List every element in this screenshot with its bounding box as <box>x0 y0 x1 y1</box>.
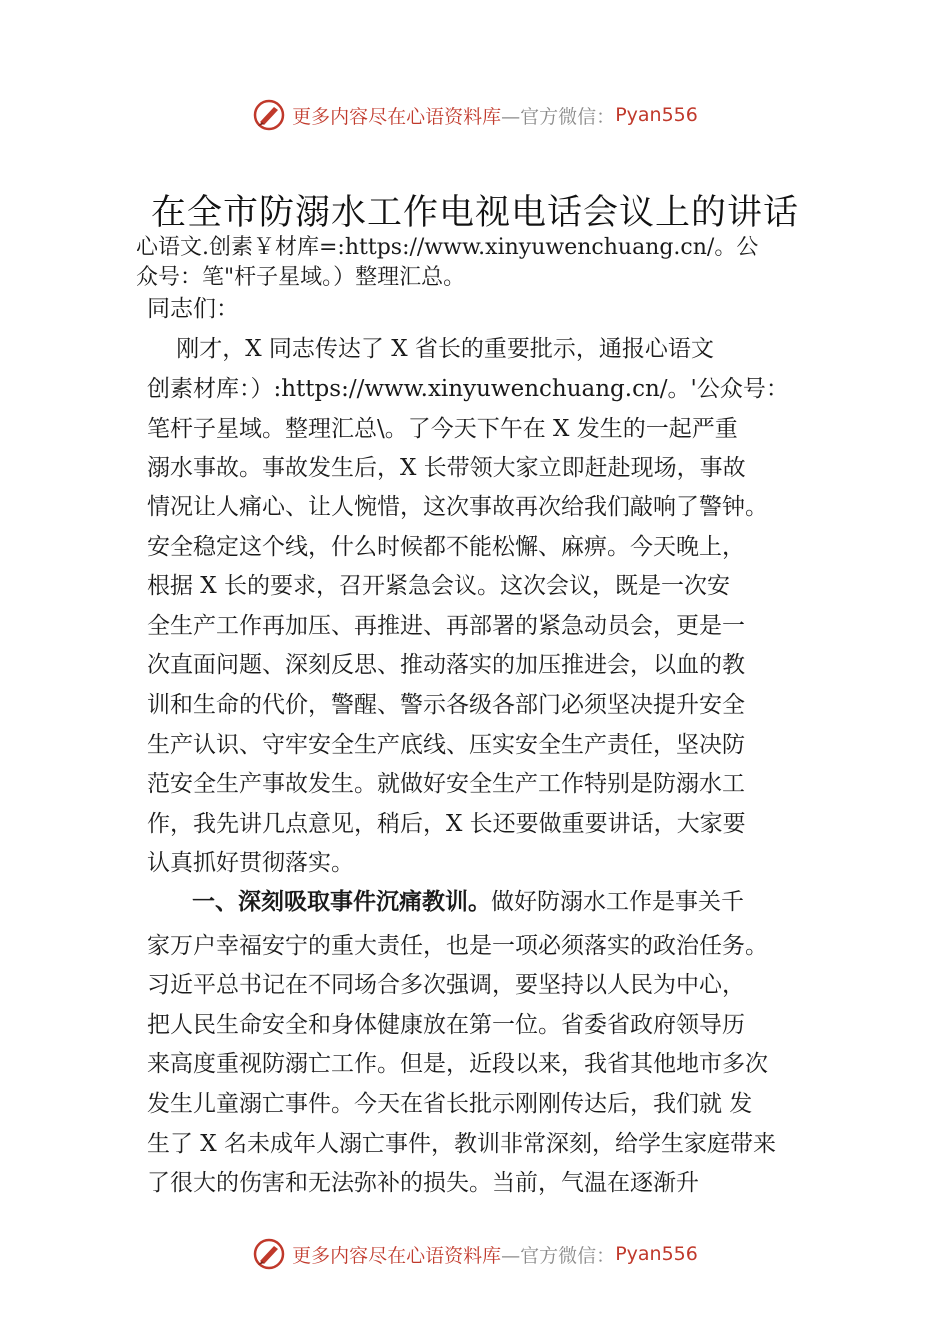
brush-logo-icon <box>252 98 286 132</box>
source-line: 心语文.创素￥材库=:https://www.xinyuwenchuang.cn/。公 <box>136 235 759 260</box>
source-line: 众号：笔"杆子星域。）整理汇总。 <box>136 265 466 290</box>
paragraph-line: 安全稳定这个线，什么时候都不能松懈、麻痹。今天晚上， <box>147 534 745 560</box>
paragraph-line: 刚才，X 同志传达了 X 省长的重要批示，通报心语文 <box>147 336 714 362</box>
banner-text-library: 更多内容尽在心语资料库 <box>292 105 502 128</box>
section-first-line-text: 做好防溺水工作是事关千 <box>491 889 744 915</box>
paragraph-line: 范安全生产事故发生。就做好安全生产工作特别是防溺水工 <box>147 771 745 797</box>
header-banner <box>0 95 950 135</box>
brush-logo-icon <box>252 1237 286 1271</box>
paragraph-line: 发生儿童溺亡事件。今天在省长批示刚刚传达后，我们就 发 <box>147 1091 753 1117</box>
paragraph-line: 认真抓好贯彻落实。 <box>147 850 354 876</box>
paragraph-line: 全生产工作再加压、再推进、再部署的紧急动员会，更是一 <box>147 613 745 639</box>
document-title: 在全市防溺水工作电视电话会议上的讲话 <box>150 193 799 233</box>
salutation: 同志们： <box>147 296 239 322</box>
paragraph-line: 把人民生命安全和身体健康放在第一位。省委省政府领导历 <box>147 1012 745 1038</box>
paragraph-line: 次直面问题、深刻反思、推动落实的加压推进会，以血的教 <box>147 652 745 678</box>
footer-banner <box>0 1234 950 1274</box>
section-first-line <box>192 883 744 916</box>
paragraph-line: 了很大的伤害和无法弥补的损失。当前，气温在逐渐升 <box>147 1170 699 1196</box>
banner-text-wechat: —官方微信： <box>501 1244 616 1267</box>
section-heading: 一、深刻吸取事件沉痛教训。 <box>192 889 491 915</box>
paragraph-line: 溺水事故。事故发生后，X 长带领大家立即赶赴现场，事故 <box>147 455 746 481</box>
paragraph-line: 生产认识、守牢安全生产底线、压实安全生产责任，坚决防 <box>147 732 745 758</box>
paragraph-line: 作，我先讲几点意见，稍后，X 长还要做重要讲话，大家要 <box>147 811 746 837</box>
paragraph-line: 生了 X 名未成年人溺亡事件，教训非常深刻，给学生家庭带来 <box>147 1131 776 1157</box>
paragraph-line: 来高度重视防溺亡工作。但是，近段以来，我省其他地市多次 <box>147 1051 768 1077</box>
banner-wechat-id: Pyan556 <box>615 104 698 126</box>
paragraph-line: 家万户幸福安宁的重大责任，也是一项必须落实的政治任务。 <box>147 933 768 959</box>
paragraph-line: 习近平总书记在不同场合多次强调，要坚持以人民为中心， <box>147 972 745 998</box>
paragraph-line: 笔杆子星域。整理汇总\。了今天下午在 X 发生的一起严重 <box>147 416 738 442</box>
banner-text-wechat: —官方微信： <box>501 105 616 128</box>
paragraph-line: 创素材库：）:https://www.xinyuwenchuang.cn/。'公众号： <box>147 376 789 402</box>
banner-wechat-id: Pyan556 <box>615 1243 698 1265</box>
banner-text-library: 更多内容尽在心语资料库 <box>292 1244 502 1267</box>
paragraph-line: 根据 X 长的要求，召开紧急会议。这次会议，既是一次安 <box>147 573 730 599</box>
paragraph-line: 情况让人痛心、让人惋惜，这次事故再次给我们敲响了警钟。 <box>147 494 768 520</box>
paragraph-line: 训和生命的代价，警醒、警示各级各部门必须坚决提升安全 <box>147 692 745 718</box>
